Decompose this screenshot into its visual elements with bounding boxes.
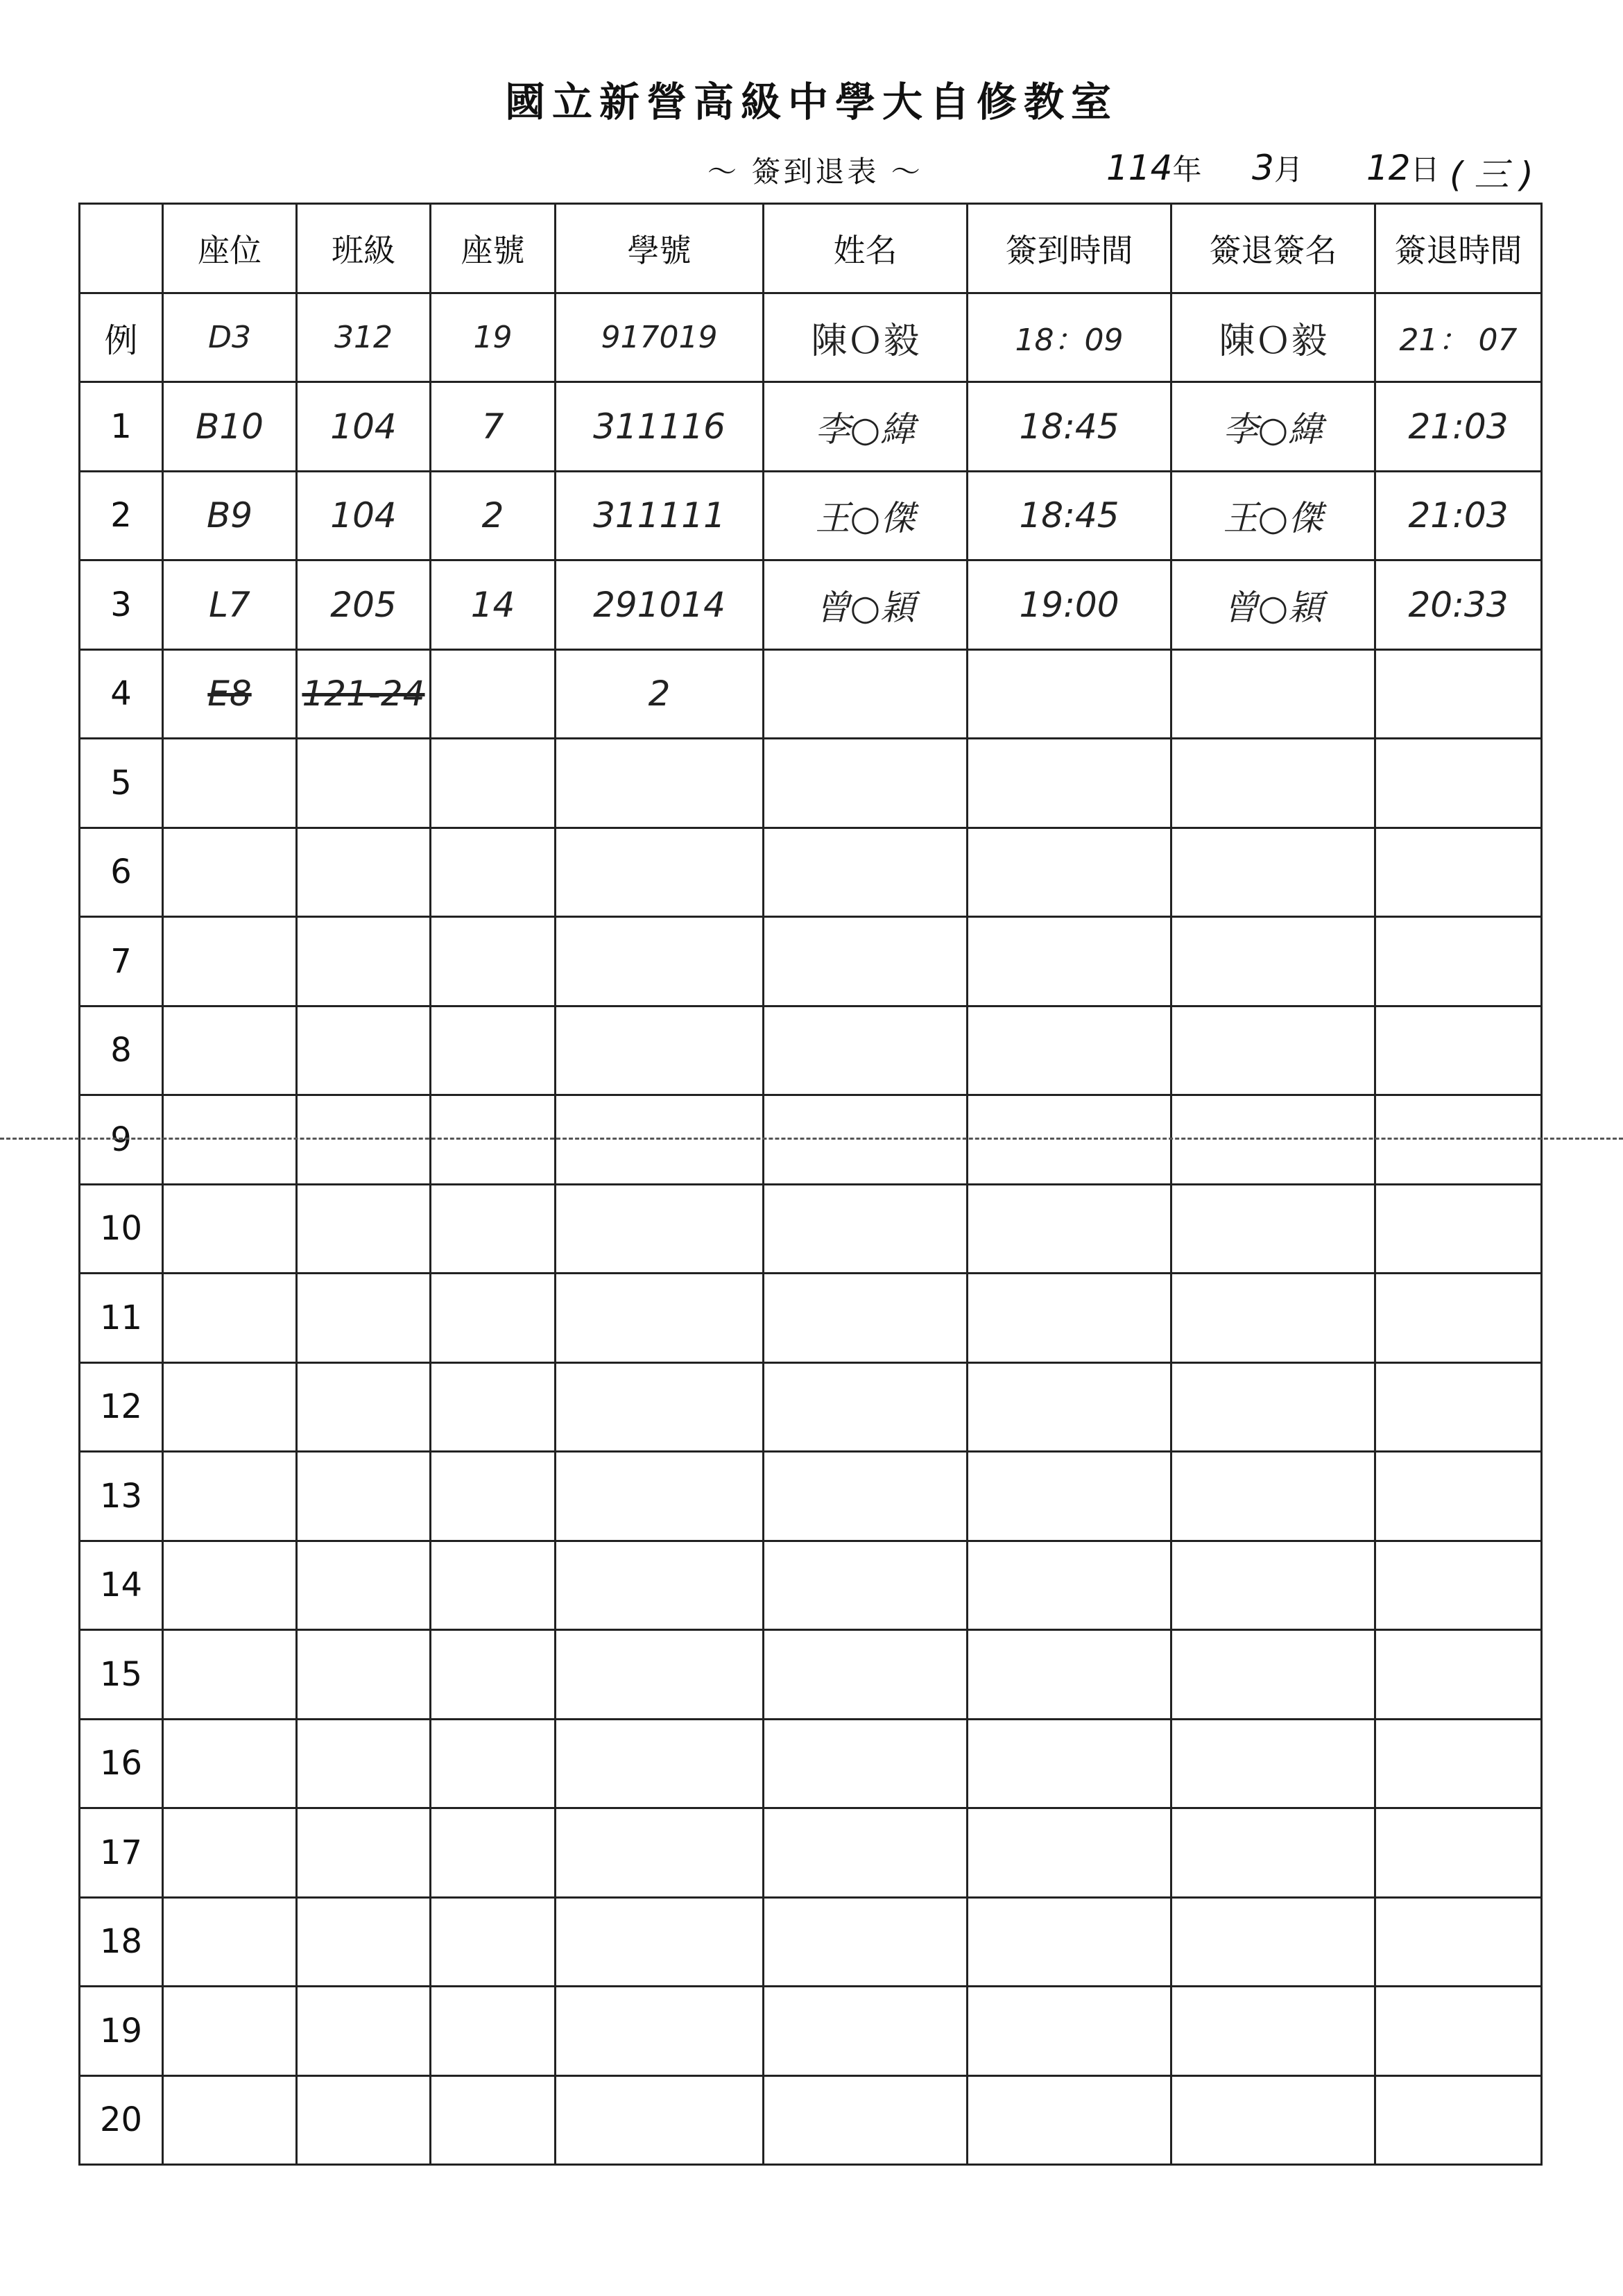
example-seat: D3 [163,293,297,382]
example-checkout-signature: 陳Ｏ毅 [1171,293,1375,382]
cell-name[interactable] [764,1006,968,1095]
header-checkin-time: 簽到時間 [968,204,1171,293]
table-row [80,1452,1542,1541]
cell-checkin-time[interactable] [968,1987,1171,2076]
cell-seat-no[interactable] [431,1274,556,1363]
row-number: 18 [80,1897,163,1987]
cell-class[interactable] [297,1719,431,1808]
cell-checkin-time[interactable] [968,1452,1171,1541]
table-row [80,1808,1542,1898]
cell-checkin-time[interactable] [968,649,1171,739]
cell-class[interactable] [297,1897,431,1987]
cell-seat[interactable]: B9 [163,471,297,560]
cell-checkin-time[interactable] [968,1541,1171,1630]
cell-seat-no[interactable] [431,1452,556,1541]
cell-name[interactable] [764,1719,968,1808]
cell-checkout-time[interactable] [1375,1452,1542,1541]
cell-name[interactable] [764,1808,968,1898]
example-name: 陳Ｏ毅 [764,293,968,382]
table-row [80,828,1542,917]
cell-checkout-signature[interactable] [1171,2075,1375,2165]
cell-class[interactable] [297,1362,431,1452]
cell-checkout-signature[interactable] [1171,1184,1375,1274]
cell-checkin-time[interactable] [968,1362,1171,1452]
table-row [80,471,1542,560]
row-number: 1 [80,382,163,472]
cell-student-id[interactable] [556,1630,764,1720]
cell-seat[interactable] [163,2075,297,2165]
cell-name[interactable] [764,828,968,917]
cell-checkout-signature[interactable] [1171,649,1375,739]
cell-checkout-signature[interactable] [1171,1897,1375,1987]
row-number: 14 [80,1541,163,1630]
table-row [80,560,1542,650]
cell-checkout-time[interactable]: 21:03 [1375,471,1542,560]
cell-checkout-signature[interactable] [1171,739,1375,828]
cell-seat[interactable] [163,1630,297,1720]
cell-student-id[interactable] [556,1897,764,1987]
cell-checkout-signature[interactable] [1171,1719,1375,1808]
row-number: 2 [80,471,163,560]
cell-seat-no[interactable] [431,2075,556,2165]
example-class: 312 [297,293,431,382]
row-number: 7 [80,917,163,1006]
date-day: 12日 [1366,148,1440,188]
cell-checkout-signature[interactable] [1171,1630,1375,1720]
cell-seat-no[interactable] [431,1987,556,2076]
cell-checkin-time[interactable]: 18:45 [968,382,1171,472]
cell-checkout-signature[interactable] [1171,1274,1375,1363]
cell-checkin-time[interactable] [968,1897,1171,1987]
cell-checkin-time[interactable]: 19:00 [968,560,1171,650]
cell-checkout-signature[interactable]: 曾○穎 [1171,560,1375,650]
cell-checkout-time[interactable] [1375,1719,1542,1808]
table-row [80,1719,1542,1808]
cell-class[interactable] [297,1184,431,1274]
row-number: 19 [80,1987,163,2076]
cell-seat-no[interactable] [431,739,556,828]
cell-student-id[interactable]: 2 [556,649,764,739]
cell-name[interactable] [764,1541,968,1630]
cell-checkout-time[interactable]: 20:33 [1375,560,1542,650]
cell-checkout-time[interactable] [1375,739,1542,828]
cell-seat-no[interactable] [431,1362,556,1452]
cell-seat-no[interactable]: 7 [431,382,556,472]
row-number: 12 [80,1362,163,1452]
cell-student-id[interactable]: 311111 [556,471,764,560]
cell-seat[interactable] [163,1897,297,1987]
row-number: 11 [80,1274,163,1363]
cell-seat-no[interactable] [431,649,556,739]
cell-seat-no[interactable] [431,1897,556,1987]
table-row [80,649,1542,739]
cell-seat[interactable] [163,1719,297,1808]
cell-checkin-time[interactable] [968,1006,1171,1095]
cell-student-id[interactable] [556,1006,764,1095]
cell-student-id[interactable] [556,1184,764,1274]
cell-checkout-signature[interactable] [1171,917,1375,1006]
cell-student-id[interactable] [556,1808,764,1898]
row-number: 4 [80,649,163,739]
cell-class[interactable] [297,2075,431,2165]
cell-seat[interactable] [163,1184,297,1274]
cell-name[interactable] [764,1987,968,2076]
example-checkin-time: 18：09 [968,293,1171,382]
cell-checkin-time[interactable] [968,1184,1171,1274]
cell-student-id[interactable] [556,739,764,828]
header-seat: 座位 [163,204,297,293]
cell-class[interactable] [297,1808,431,1898]
cell-checkout-time[interactable] [1375,917,1542,1006]
example-label: 例 [80,293,163,382]
table-row [80,1184,1542,1274]
header-rownum [80,204,163,293]
cell-checkout-time[interactable] [1375,1362,1542,1452]
signin-table [78,203,1543,2166]
cell-checkout-signature[interactable]: 王○傑 [1171,471,1375,560]
fold-crease-line [0,1138,1623,1140]
cell-checkout-time[interactable] [1375,1006,1542,1095]
example-seat-no: 19 [431,293,556,382]
table-row [80,1630,1542,1720]
example-row [80,293,1542,382]
cell-checkin-time[interactable] [968,1808,1171,1898]
cell-checkout-signature[interactable] [1171,1541,1375,1630]
table-row [80,1987,1542,2076]
cell-seat[interactable] [163,1274,297,1363]
cell-checkout-time[interactable] [1375,1630,1542,1720]
cell-checkout-signature[interactable] [1171,828,1375,917]
cell-class[interactable] [297,917,431,1006]
cell-checkin-time[interactable] [968,917,1171,1006]
cell-student-id[interactable] [556,1452,764,1541]
cell-student-id[interactable] [556,1719,764,1808]
cell-checkout-signature[interactable]: 李○緯 [1171,382,1375,472]
cell-seat-no[interactable] [431,1719,556,1808]
cell-seat-no[interactable] [431,1630,556,1720]
row-number: 15 [80,1630,163,1720]
cell-seat[interactable] [163,739,297,828]
cell-name[interactable]: 曾○穎 [764,560,968,650]
row-number: 6 [80,828,163,917]
cell-name[interactable] [764,1452,968,1541]
cell-name[interactable] [764,917,968,1006]
cell-name[interactable]: 李○緯 [764,382,968,472]
cell-checkin-time[interactable] [968,1719,1171,1808]
cell-name[interactable] [764,1184,968,1274]
cell-checkin-time[interactable] [968,2075,1171,2165]
row-number: 8 [80,1006,163,1095]
cell-name[interactable] [764,2075,968,2165]
header-class: 班級 [297,204,431,293]
header-student-id: 學號 [556,204,764,293]
cell-checkin-time[interactable]: 18:45 [968,471,1171,560]
cell-checkout-signature[interactable] [1171,1006,1375,1095]
cell-checkin-time[interactable] [968,1274,1171,1363]
cell-class[interactable]: 121-24 [297,649,431,739]
cell-name[interactable] [764,1897,968,1987]
cell-class[interactable]: 205 [297,560,431,650]
row-number: 13 [80,1452,163,1541]
table-row [80,1362,1542,1452]
date-weekday: ( 三 ) [1450,155,1534,195]
cell-seat-no[interactable] [431,1184,556,1274]
cell-seat[interactable] [163,1541,297,1630]
date-year: 114年 [1106,148,1202,188]
table-row [80,1897,1542,1987]
row-number: 10 [80,1184,163,1274]
cell-checkout-signature[interactable] [1171,1987,1375,2076]
cell-class[interactable] [297,1630,431,1720]
cell-checkout-time[interactable] [1375,1897,1542,1987]
row-number: 9 [80,1095,163,1185]
header-checkout-time: 簽退時間 [1375,204,1542,293]
cell-checkin-time[interactable] [968,739,1171,828]
cell-seat[interactable]: B10 [163,382,297,472]
cell-checkin-time[interactable] [968,828,1171,917]
cell-checkout-time[interactable] [1375,1541,1542,1630]
cell-checkin-time[interactable] [968,1630,1171,1720]
cell-checkout-time[interactable]: 21:03 [1375,382,1542,472]
cell-checkout-signature[interactable] [1171,1452,1375,1541]
cell-seat[interactable]: L7 [163,560,297,650]
cell-class[interactable] [297,1541,431,1630]
cell-checkout-time[interactable] [1375,649,1542,739]
cell-seat[interactable] [163,1362,297,1452]
cell-seat-no[interactable] [431,917,556,1006]
row-number: 16 [80,1719,163,1808]
table-row [80,382,1542,472]
cell-student-id[interactable] [556,1362,764,1452]
header-checkout-signature: 簽退簽名 [1171,204,1375,293]
row-number: 17 [80,1808,163,1898]
cell-class[interactable] [297,1987,431,2076]
cell-class[interactable] [297,828,431,917]
cell-student-id[interactable] [556,1274,764,1363]
cell-seat-no[interactable] [431,1808,556,1898]
cell-name[interactable]: 王○傑 [764,471,968,560]
cell-student-id[interactable] [556,828,764,917]
row-number: 3 [80,560,163,650]
header-seat-no: 座號 [431,204,556,293]
date-month: 3月 [1252,148,1303,188]
cell-seat-no[interactable] [431,1006,556,1095]
cell-student-id[interactable]: 291014 [556,560,764,650]
cell-class[interactable] [297,1274,431,1363]
cell-seat-no[interactable] [431,1541,556,1630]
cell-student-id[interactable] [556,917,764,1006]
example-student-id: 917019 [556,293,764,382]
cell-checkout-time[interactable] [1375,1987,1542,2076]
cell-seat-no[interactable]: 14 [431,560,556,650]
cell-checkout-signature[interactable] [1171,1362,1375,1452]
cell-checkout-signature[interactable] [1171,1808,1375,1898]
table-row [80,1274,1542,1363]
cell-checkout-time[interactable] [1375,1274,1542,1363]
table-row [80,917,1542,1006]
table-row [80,2075,1542,2165]
cell-name[interactable] [764,739,968,828]
cell-class[interactable]: 104 [297,382,431,472]
cell-checkout-time[interactable] [1375,1808,1542,1898]
cell-class[interactable]: 104 [297,471,431,560]
cell-checkout-time[interactable] [1375,1184,1542,1274]
row-number: 5 [80,739,163,828]
cell-name[interactable] [764,1362,968,1452]
example-checkout-time: 21： 07 [1375,293,1542,382]
form-subtitle: ～ 簽到退表 ～ [707,155,923,189]
cell-student-id[interactable] [556,1541,764,1630]
table-row [80,1541,1542,1630]
cell-checkout-time[interactable] [1375,2075,1542,2165]
cell-seat[interactable] [163,917,297,1006]
cell-seat-no[interactable]: 2 [431,471,556,560]
cell-student-id[interactable] [556,1987,764,2076]
table-row [80,1006,1542,1095]
cell-name[interactable] [764,1274,968,1363]
cell-name[interactable] [764,1630,968,1720]
cell-seat[interactable] [163,1808,297,1898]
header-row [80,204,1542,293]
cell-class[interactable] [297,739,431,828]
table-row [80,739,1542,828]
cell-class[interactable] [297,1006,431,1095]
row-number: 20 [80,2075,163,2165]
cell-seat[interactable] [163,1987,297,2076]
form-title: 國立新營高級中學大自修教室 [504,78,1118,126]
cell-checkout-time[interactable] [1375,828,1542,917]
cell-student-id[interactable] [556,2075,764,2165]
cell-seat[interactable] [163,1452,297,1541]
cell-name[interactable] [764,649,968,739]
cell-class[interactable] [297,1452,431,1541]
cell-seat[interactable]: E8 [163,649,297,739]
cell-seat[interactable] [163,1006,297,1095]
header-name: 姓名 [764,204,968,293]
cell-student-id[interactable]: 311116 [556,382,764,472]
cell-seat-no[interactable] [431,828,556,917]
cell-seat[interactable] [163,828,297,917]
